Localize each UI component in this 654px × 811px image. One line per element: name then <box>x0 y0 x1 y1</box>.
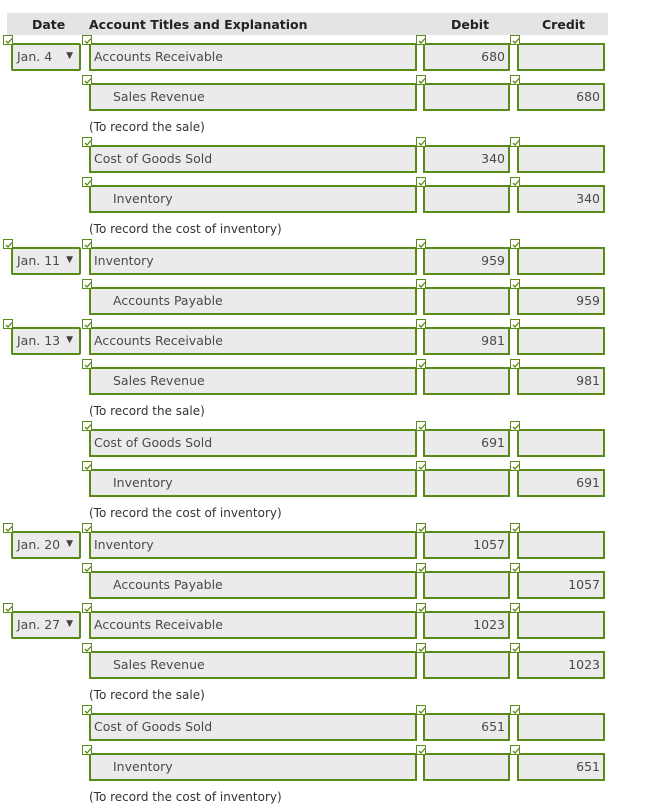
debit-field[interactable] <box>423 571 510 599</box>
credit-field-value: 340 <box>576 191 600 206</box>
credit-field-value: 680 <box>576 89 600 104</box>
account-title-field-value: Sales Revenue <box>113 373 205 388</box>
check-icon <box>510 177 520 187</box>
entry-explanation: (To record the cost of inventory) <box>89 506 282 520</box>
check-icon <box>3 319 13 329</box>
credit-field-value: 1023 <box>568 657 600 672</box>
credit-field[interactable] <box>517 531 605 559</box>
check-icon <box>510 359 520 369</box>
check-icon <box>82 359 92 369</box>
check-icon <box>416 745 426 755</box>
account-title-field[interactable] <box>89 287 417 315</box>
credit-field[interactable] <box>517 43 605 71</box>
credit-field-value: 981 <box>576 373 600 388</box>
entry-explanation: (To record the sale) <box>89 120 205 134</box>
dropdown-arrow-icon: ▼ <box>66 539 73 549</box>
debit-field[interactable] <box>423 531 510 559</box>
check-icon <box>82 603 92 613</box>
account-title-field[interactable] <box>89 753 417 781</box>
debit-field[interactable] <box>423 713 510 741</box>
account-title-field[interactable] <box>89 571 417 599</box>
check-icon <box>3 239 13 249</box>
check-icon <box>82 745 92 755</box>
check-icon <box>510 603 520 613</box>
debit-field[interactable] <box>423 651 510 679</box>
credit-field[interactable] <box>517 611 605 639</box>
account-title-field[interactable] <box>89 83 417 111</box>
account-title-field-value: Accounts Receivable <box>94 617 223 632</box>
account-title-field[interactable] <box>89 429 417 457</box>
date-select[interactable] <box>11 531 81 559</box>
check-icon <box>416 563 426 573</box>
check-icon <box>416 177 426 187</box>
credit-field-value: 959 <box>576 293 600 308</box>
check-icon <box>510 421 520 431</box>
account-title-field-value: Inventory <box>113 475 173 490</box>
check-icon <box>510 563 520 573</box>
debit-field-value: 1023 <box>473 617 505 632</box>
dropdown-arrow-icon: ▼ <box>66 619 73 629</box>
check-icon <box>82 177 92 187</box>
credit-field-value: 651 <box>576 759 600 774</box>
account-title-field-value: Cost of Goods Sold <box>94 151 213 166</box>
debit-column-header: Debit <box>451 17 490 32</box>
account-title-field[interactable] <box>89 651 417 679</box>
account-title-field[interactable] <box>89 611 417 639</box>
journal-header <box>7 13 608 35</box>
account-title-field-value: Accounts Payable <box>113 293 223 308</box>
check-icon <box>82 137 92 147</box>
debit-field[interactable] <box>423 185 510 213</box>
debit-field-value: 651 <box>481 719 505 734</box>
credit-field[interactable] <box>517 83 605 111</box>
check-icon <box>416 643 426 653</box>
check-icon <box>416 239 426 249</box>
check-icon <box>416 319 426 329</box>
account-title-field-value: Cost of Goods Sold <box>94 435 213 450</box>
check-icon <box>416 523 426 533</box>
check-icon <box>416 603 426 613</box>
credit-field[interactable] <box>517 429 605 457</box>
check-icon <box>510 705 520 715</box>
date-select-value: Jan. 27 <box>17 617 61 632</box>
account-title-field[interactable] <box>89 367 417 395</box>
check-icon <box>82 279 92 289</box>
check-icon <box>510 35 520 45</box>
credit-field-value: 691 <box>576 475 600 490</box>
check-icon <box>82 35 92 45</box>
account-column-header: Account Titles and Explanation <box>89 17 308 32</box>
account-title-field-value: Sales Revenue <box>113 89 205 104</box>
debit-field-value: 959 <box>481 253 505 268</box>
check-icon <box>510 461 520 471</box>
check-icon <box>82 523 92 533</box>
debit-field-value: 691 <box>481 435 505 450</box>
check-icon <box>510 239 520 249</box>
account-title-field-value: Inventory <box>113 191 173 206</box>
check-icon <box>510 523 520 533</box>
check-icon <box>510 745 520 755</box>
debit-field[interactable] <box>423 367 510 395</box>
date-column-header: Date <box>32 17 66 32</box>
account-title-field[interactable] <box>89 145 417 173</box>
check-icon <box>416 705 426 715</box>
check-icon <box>82 239 92 249</box>
check-icon <box>82 75 92 85</box>
date-select[interactable] <box>11 43 81 71</box>
check-icon <box>416 35 426 45</box>
credit-field[interactable] <box>517 327 605 355</box>
date-select[interactable] <box>11 327 81 355</box>
entry-explanation: (To record the cost of inventory) <box>89 790 282 804</box>
check-icon <box>416 421 426 431</box>
account-title-field-value: Accounts Payable <box>113 577 223 592</box>
account-title-field[interactable] <box>89 327 417 355</box>
check-icon <box>416 279 426 289</box>
date-select-value: Jan. 20 <box>17 537 61 552</box>
account-title-field[interactable] <box>89 185 417 213</box>
check-icon <box>416 461 426 471</box>
check-icon <box>510 319 520 329</box>
credit-field[interactable] <box>517 247 605 275</box>
date-select[interactable] <box>11 611 81 639</box>
entry-explanation: (To record the sale) <box>89 688 205 702</box>
check-icon <box>3 523 13 533</box>
credit-field[interactable] <box>517 185 605 213</box>
entry-explanation: (To record the cost of inventory) <box>89 222 282 236</box>
check-icon <box>416 137 426 147</box>
debit-field[interactable] <box>423 429 510 457</box>
check-icon <box>3 603 13 613</box>
check-icon <box>82 705 92 715</box>
debit-field[interactable] <box>423 327 510 355</box>
credit-field[interactable] <box>517 145 605 173</box>
check-icon <box>416 75 426 85</box>
check-icon <box>510 137 520 147</box>
dropdown-arrow-icon: ▼ <box>66 255 73 265</box>
account-title-field[interactable] <box>89 247 417 275</box>
account-title-field[interactable] <box>89 531 417 559</box>
account-title-field-value: Sales Revenue <box>113 657 205 672</box>
account-title-field[interactable] <box>89 469 417 497</box>
debit-field[interactable] <box>423 611 510 639</box>
check-icon <box>82 563 92 573</box>
date-select-value: Jan. 11 <box>17 253 61 268</box>
debit-field[interactable] <box>423 287 510 315</box>
entry-explanation: (To record the sale) <box>89 404 205 418</box>
account-title-field-value: Inventory <box>94 537 154 552</box>
debit-field[interactable] <box>423 753 510 781</box>
dropdown-arrow-icon: ▼ <box>66 51 73 61</box>
debit-field-value: 680 <box>481 49 505 64</box>
debit-field[interactable] <box>423 43 510 71</box>
credit-field-value: 1057 <box>568 577 600 592</box>
check-icon <box>82 319 92 329</box>
account-title-field-value: Accounts Receivable <box>94 333 223 348</box>
account-title-field-value: Cost of Goods Sold <box>94 719 213 734</box>
credit-field[interactable] <box>517 651 605 679</box>
dropdown-arrow-icon: ▼ <box>66 335 73 345</box>
account-title-field[interactable] <box>89 713 417 741</box>
account-title-field-value: Inventory <box>113 759 173 774</box>
check-icon <box>510 279 520 289</box>
check-icon <box>82 643 92 653</box>
debit-field-value: 340 <box>481 151 505 166</box>
credit-field[interactable] <box>517 753 605 781</box>
check-icon <box>82 421 92 431</box>
account-title-field-value: Accounts Receivable <box>94 49 223 64</box>
account-title-field[interactable] <box>89 43 417 71</box>
check-icon <box>510 643 520 653</box>
check-icon <box>510 75 520 85</box>
debit-field[interactable] <box>423 83 510 111</box>
debit-field-value: 981 <box>481 333 505 348</box>
date-select-value: Jan. 13 <box>17 333 61 348</box>
debit-field-value: 1057 <box>473 537 505 552</box>
debit-field[interactable] <box>423 247 510 275</box>
debit-field[interactable] <box>423 469 510 497</box>
credit-column-header: Credit <box>542 17 586 32</box>
check-icon <box>416 359 426 369</box>
check-icon <box>82 461 92 471</box>
credit-field[interactable] <box>517 571 605 599</box>
credit-field[interactable] <box>517 469 605 497</box>
date-select-value: Jan. 4 <box>17 49 53 64</box>
debit-field[interactable] <box>423 145 510 173</box>
credit-field[interactable] <box>517 713 605 741</box>
check-icon <box>3 35 13 45</box>
date-select[interactable] <box>11 247 81 275</box>
account-title-field-value: Inventory <box>94 253 154 268</box>
credit-field[interactable] <box>517 367 605 395</box>
credit-field[interactable] <box>517 287 605 315</box>
